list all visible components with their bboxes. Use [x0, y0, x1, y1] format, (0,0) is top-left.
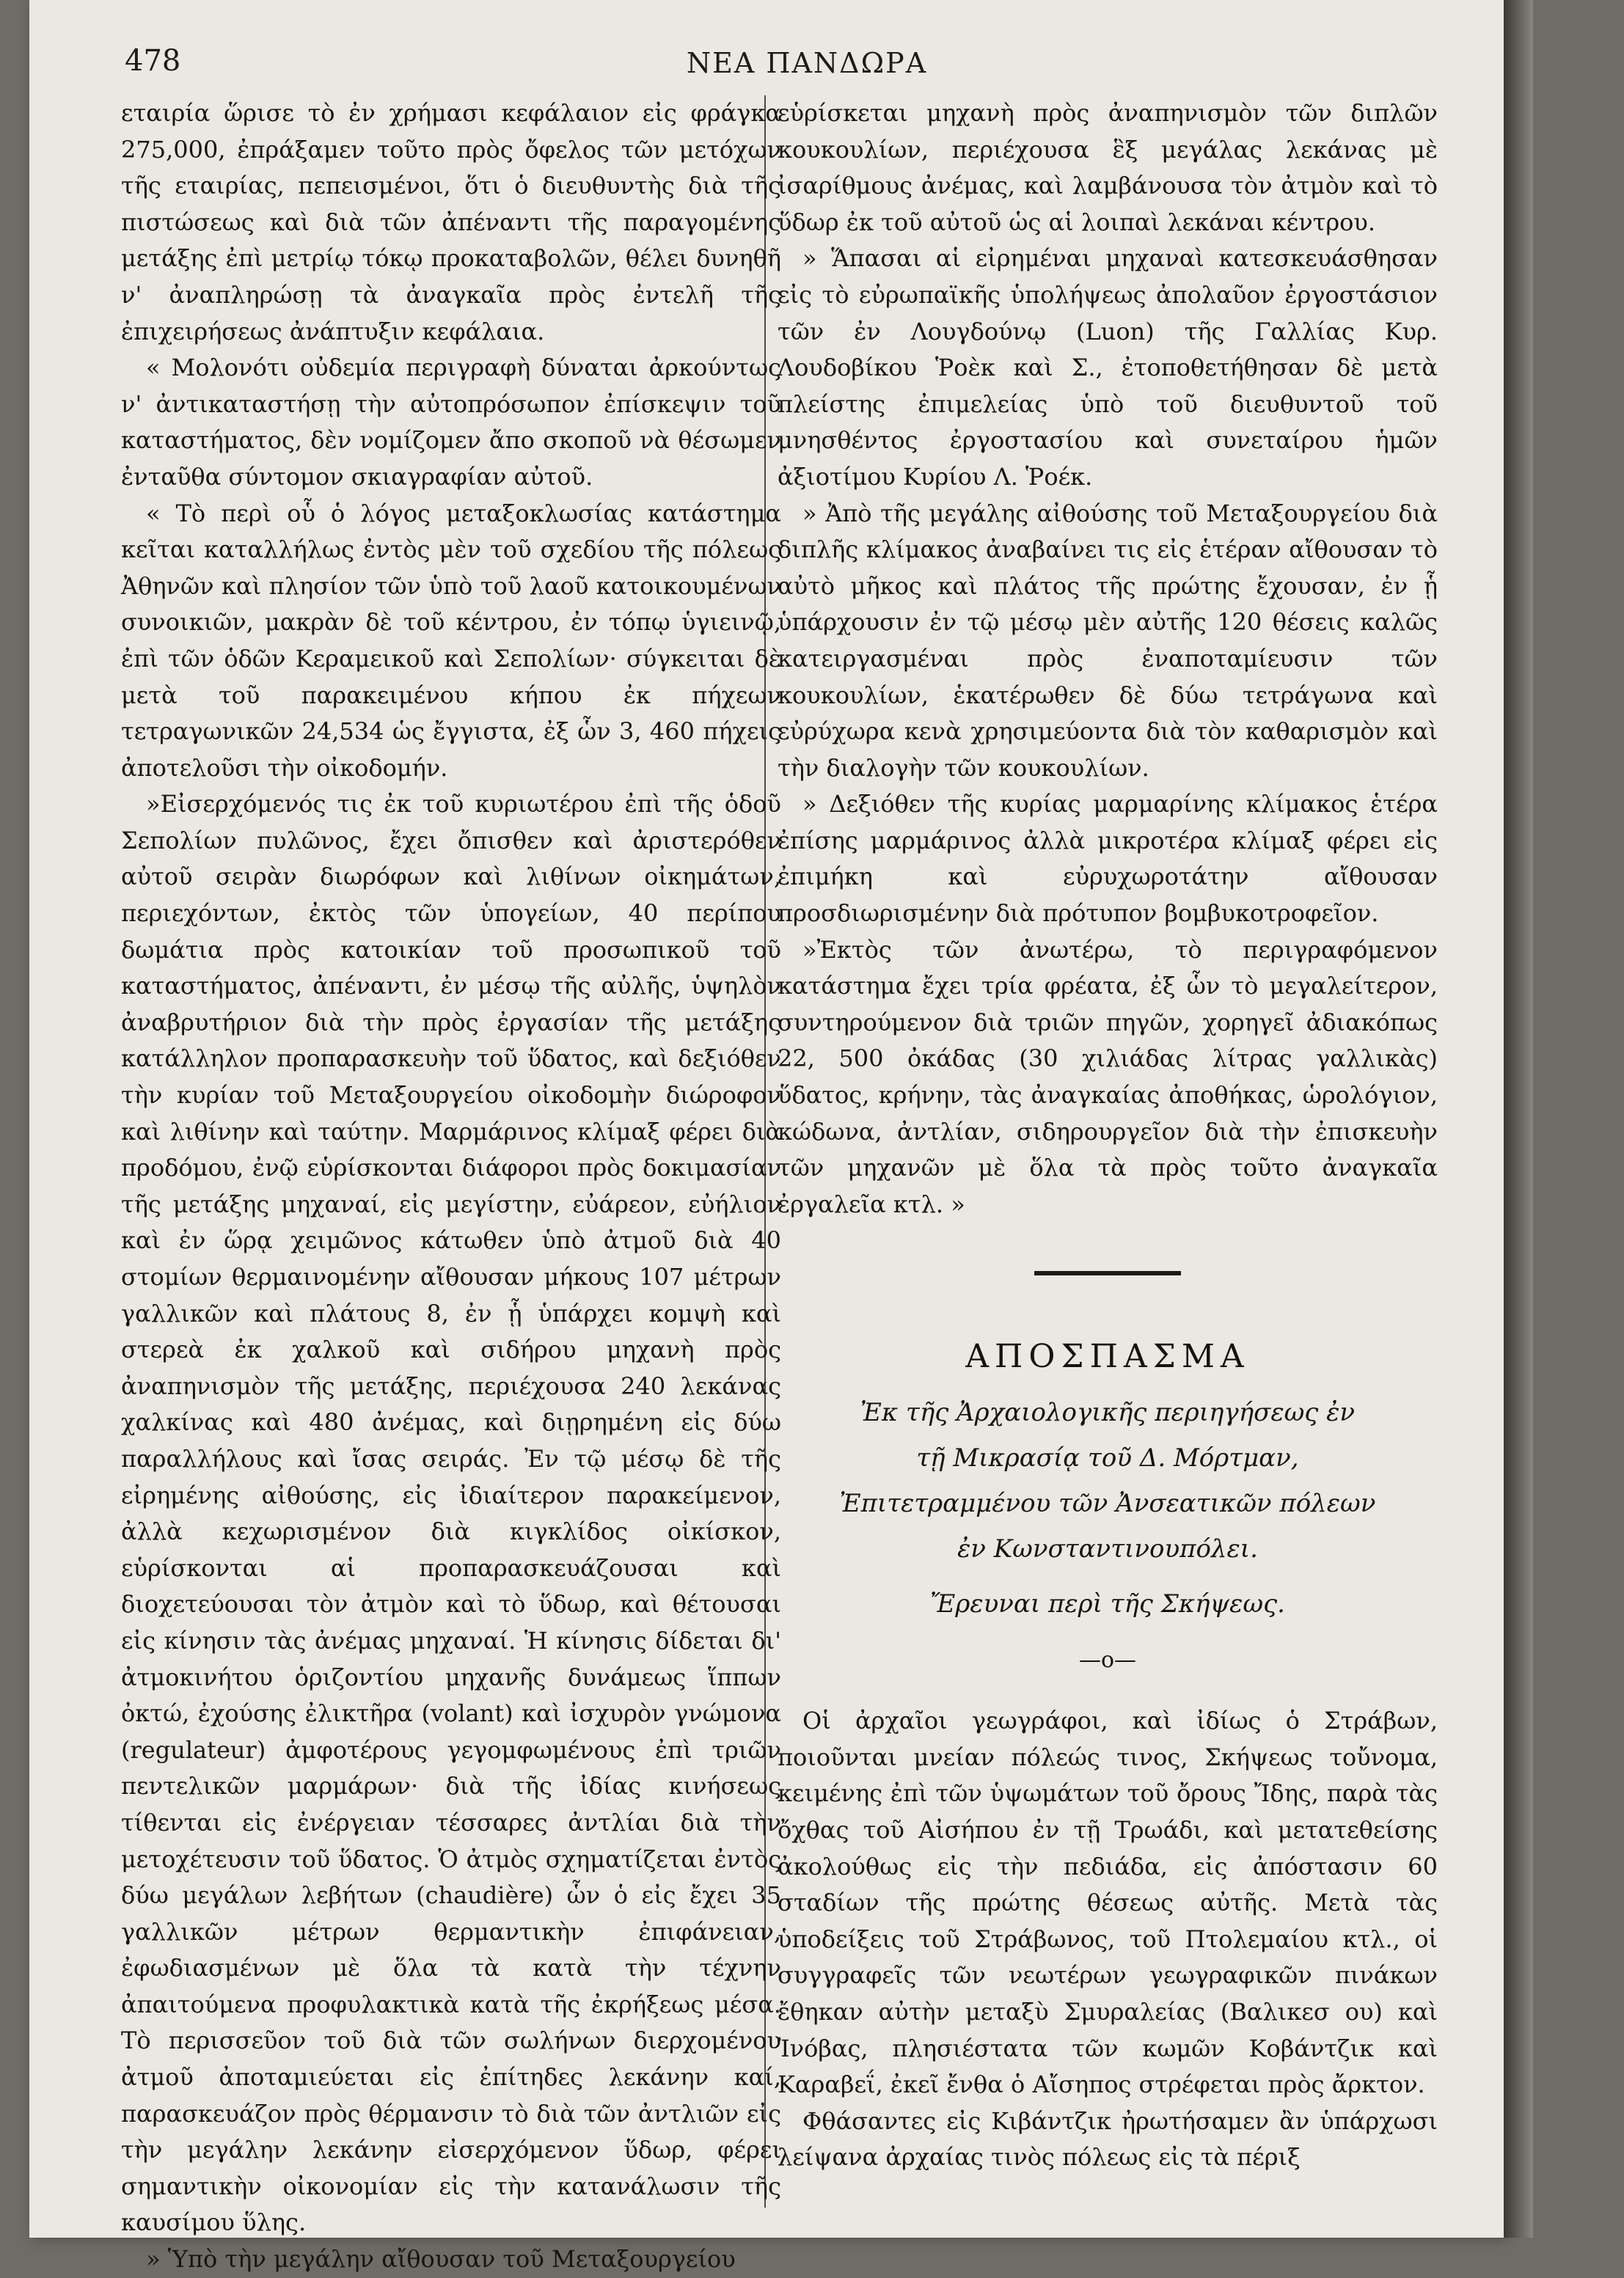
- left-paragraph-1: εταιρία ὥρισε τὸ ἐν χρήμασι κεφάλαιον εἰς φράγκα 275,000, ἐπράξαμεν τοῦτο πρὸς ὄφελος τῶν μετόχων τῆς εταιρίας, πεπεισμένοι, ὅτι ὁ διευθυντὴς διὰ τῆς πιστώσεως καὶ διὰ τῶν ἀπέναντι τῆς παραγομένης μετάξης ἐπὶ μετρίῳ τόκῳ προκαταβολῶν, θέλει δυνηθῆ ν' ἀναπληρώσῃ τὰ ἀναγκαῖα πρὸς ἐντελῆ τῆς ἐπιχειρήσεως ἀνάπτυξιν κεφάλαια.: [121, 99, 781, 345]
- left-paragraph-4: »Εἰσερχόμενός τις ἐκ τοῦ κυριωτέρου ἐπὶ τῆς ὁδοῦ Σεπολίων πυλῶνος, ἔχει ὄπισθεν καὶ ἀριστερόθεν αὐτοῦ σειρὰν διωρόφων καὶ λιθίνων οἰκημάτων, περιεχόντων, ἐκτὸς τῶν ὑπογείων, 40 περίπου δωμάτια πρὸς κατοικίαν τοῦ προσωπικοῦ τοῦ καταστήματος, ἀπέναντι, ἐν μέσῳ τῆς αὐλῆς, ὑψηλὸν ἀναβρυτήριον διὰ τὴν πρὸς ἐργασίαν τῆς μετάξης κατάλληλον προπαρασκευὴν τοῦ ὕδατος, καὶ δεξιόθεν τὴν κυρίαν τοῦ Μεταξουργείου οἰκοδομὴν διώροφον καὶ λιθίνην καὶ ταύτην. Μαρμάρινος κλίμαξ φέρει διὰ προδόμου, ἐνῷ εὑρίσκονται διάφοροι πρὸς δοκιμασίαν τῆς μετάξης μηχαναί, εἰς μεγίστην, εὐάρεον, εὐήλιον καὶ ἐν ὥρᾳ χειμῶνος κάτωθεν ὑπὸ ἀτμοῦ διὰ 40 στομίων θερμαινομένην αἴθουσαν μήκους 107 μέτρων γαλλικῶν καὶ πλάτους 8, ἐν ᾗ ὑπάρχει κομψὴ καὶ στερεὰ ἐκ χαλκοῦ καὶ σιδήρου μηχανὴ πρὸς ἀναπηνισμὸν τῆς μετάξης, περιέχουσα 240 λεκάνας χαλκίνας καὶ 480 ἀνέμας, καὶ διῃρημένη εἰς δύω παραλλήλους καὶ ἴσας σειράς. Ἐν τῷ μέσῳ δὲ τῆς εἰρημένης αἰθούσης, εἰς ἰδιαίτερον παρακείμενον, ἀλλὰ κεχωρισμένον διὰ κιγκλίδος οἰκίσκον, εὑρίσκονται αἱ προπαρασκευάζουσαι καὶ διοχετεύουσαι τὸν ἀτμὸν καὶ τὸ ὕδωρ, καὶ θέτουσαι εἰς κίνησιν τὰς ἀνέμας μηχαναί. Ἡ κίνησις δίδεται δι' ἀτμοκινήτου ὁριζοντίου μηχανῆς δυνάμεως ἵππων ὀκτώ, ἐχούσης ἐλικτῆρα (volant) καὶ ἰσχυρὸν γνώμονα (regulateur) ἀμφοτέρους γεγομφωμένους ἐπὶ τριῶν πεντελικῶν μαρμάρων· διὰ τῆς ἰδίας κινήσεως τίθενται εἰς ἐνέργειαν τέσσαρες ἀντλίαι διὰ τὴν μετοχέτευσιν τοῦ ὕδατος. Ὁ ἀτμὸς σχηματίζεται ἐντὸς δύω μεγάλων λεβήτων (chaudière) ὧν ὁ εἰς ἔχει 35 γαλλικῶν μέτρων θερμαντικὴν ἐπιφάνειαν, ἐφωδιασμένων μὲ ὅλα τὰ κατὰ τὴν τέχνην ἀπαιτούμενα προφυλακτικὰ κατὰ τῆς ἐκρήξεως μέσα. Τὸ περισσεῦον τοῦ διὰ τῶν σωλήνων διερχομένου ἀτμοῦ ἀποταμιεύεται εἰς ἐπίτηδες λεκάνην καί, παρασκευάζον πρὸς θέρμανσιν τὸ διὰ τῶν ἀντλιῶν εἰς τὴν μεγάλην λεκάνην εἰσερχόμενον ὕδωρ, φέρει σημαντικὴν οἰκονομίαν εἰς τὴν κατανάλωσιν τῆς καυσίμου ὕλης.: [121, 790, 781, 2237]
- left-paragraph-3: « Τὸ περὶ οὗ ὁ λόγος μεταξοκλωσίας κατάστημα κεῖται καταλλήλως ἐντὸς μὲν τοῦ σχεδίου τῆς πόλεως Ἀθηνῶν καὶ πλησίον τῶν ὑπὸ τοῦ λαοῦ κατοικουμένων συνοικιῶν, μακρὰν δὲ τοῦ κέντρου, ἐν τόπῳ ὑγιεινῷ, ἐπὶ τῶν ὁδῶν Κεραμεικοῦ καὶ Σεπολίων· σύγκειται δὲ μετὰ τοῦ παρακειμένου κήπου ἐκ πήχεων τετραγωνικῶν 24,534 ὡς ἔγγιστα, ἐξ ὧν 3, 460 πήχεις ἀποτελοῦσι τὴν οἰκοδομήν.: [121, 499, 781, 782]
- left-paragraph-5: » Ὑπὸ τὴν μεγάλην αἴθουσαν τοῦ Μεταξουργείου: [146, 2245, 736, 2274]
- right-paragraph-4: » Δεξιόθεν τῆς κυρίας μαρμαρίνης κλίμακος ἑτέρα ἐπίσης μαρμάρινος ἀλλὰ μικροτέρα κλίμαξ φέρει εἰς ἐπιμήκη καὶ εὐρυχωροτάτην αἴθουσαν προσδιωρισμένην διὰ πρότυπον βομβυκοτροφεῖον.: [778, 790, 1438, 928]
- section-heading: Ἔρευναι περὶ τῆς Σκήψεως.: [930, 1589, 1285, 1619]
- subtitle-line-3: Ἐπιτετραμμένου τῶν Ἀνσεατικῶν πόλεων: [839, 1489, 1376, 1518]
- right-paragraph-5: »Ἐκτὸς τῶν ἀνωτέρω, τὸ περιγραφόμενον κατάστημα ἔχει τρία φρέατα, ἐξ ὧν τὸ μεγαλείτερον, συντηρούμενον διὰ τριῶν πηγῶν, χορηγεῖ ἀδιακόπως 22, 500 ὀκάδας (30 χιλιάδας λίτρας γαλλικὰς) ὕδατος, κρήνην, τὰς ἀναγκαίας ἀποθήκας, ὡρολόγιον, κώδωνα, ἀντλίαν, σιδηρουργεῖον διὰ τὴν ἐπισκευὴν τῶν μηχανῶν μὲ ὅλα τὰ πρὸς τοῦτο ἀναγκαῖα ἐργαλεῖα κτλ. »: [778, 935, 1438, 1218]
- subtitle-line-1: Ἐκ τῆς Ἀρχαιολογικῆς περιηγήσεως ἐν: [860, 1398, 1356, 1427]
- section-title: ΑΠΟΣΠΑΣΜΑ: [965, 1338, 1250, 1376]
- right-paragraph-3: » Ἀπὸ τῆς μεγάλης αἰθούσης τοῦ Μεταξουργείου διὰ διπλῆς κλίμακος ἀναβαίνει τις εἰς ἑτέραν αἴθουσαν τὸ αὐτὸ μῆκος καὶ πλάτος τῆς πρώτης ἔχουσαν, ἐν ᾗ ὑπάρχουσιν ἐν τῷ μέσῳ μὲν αὐτῆς 120 θέσεις καλῶς κατειργασμέναι πρὸς ἐναποταμίευσιν τῶν κουκουλίων, ἑκατέρωθεν δὲ δύω τετράγωνα καὶ εὐρύχωρα κενὰ χρησιμεύοντα διὰ τὸν καθαρισμὸν καὶ τὴν διαλογὴν τῶν κουκουλίων.: [778, 499, 1438, 782]
- running-title: ΝΕΑ ΠΑΝΔΩΡΑ: [686, 47, 928, 79]
- right-paragraph-1: εὑρίσκεται μηχανὴ πρὸς ἀναπηνισμὸν τῶν διπλῶν κουκουλίων, περιέχουσα ἓξ μεγάλας λεκάνας μὲ ἰσαρίθμους ἀνέμας, καὶ λαμβάνουσα τὸν ἀτμὸν καὶ τὸ ὕδωρ ἐκ τοῦ αὐτοῦ ὡς αἱ λοιπαὶ λεκάναι κέντρου.: [778, 99, 1438, 236]
- section-rule: [1034, 1271, 1181, 1275]
- left-column: [121, 95, 781, 2278]
- subtitle-line-2: τῇ Μικρασίᾳ τοῦ Δ. Μόρτμαν,: [916, 1443, 1299, 1473]
- right-paragraph-2: » Ἅπασαι αἱ εἰρημέναι μηχαναὶ κατεσκευάσθησαν εἰς τὸ εὐρωπαϊκῆς ὑπολήψεως ἀπολαῦον ἐργοστάσιον τῶν ἐν Λουγδούνῳ (Luon) τῆς Γαλλίας Κυρ. Λουδοβίκου Ῥοὲκ καὶ Σ., ἐτοποθετήθησαν δὲ μετὰ πλείστης ἐπιμελείας ὑπὸ τοῦ διευθυντοῦ τοῦ μνησθέντος ἐργοστασίου καὶ συνεταίρου ἡμῶν ἀξιοτίμου Κυρίου Λ. Ῥοέκ.: [778, 244, 1438, 491]
- small-rule: —o—: [1078, 1647, 1137, 1673]
- left-paragraph-2: « Μολονότι οὐδεμία περιγραφὴ δύναται ἀρκούντως ν' ἀντικαταστήσῃ τὴν αὐτοπρόσωπον ἐπίσκεψιν τοῦ καταστήματος, δὲν νομίζομεν ἄπο σκοποῦ νὰ θέσωμεν ἐνταῦθα σύντομον σκιαγραφίαν αὐτοῦ.: [121, 354, 781, 491]
- page-number: 478: [125, 44, 181, 78]
- article-paragraph-2: Φθάσαντες εἰς Κιβάντζικ ἠρωτήσαμεν ἂν ὑπάρχωσι λείψανα ἀρχαίας τινὸς πόλεως εἰς τὰ πέριξ: [778, 2106, 1438, 2172]
- right-column: [778, 95, 1438, 2176]
- book-gutter: [1504, 0, 1533, 2238]
- subtitle-line-4: ἐν Κωνσταντινουπόλει.: [957, 1534, 1258, 1564]
- article-paragraph-1: Οἱ ἀρχαῖοι γεωγράφοι, καὶ ἰδίως ὁ Στράβων, ποιοῦνται μνείαν πόλεώς τινος, Σκήψεως τοὔνομα, κειμένης ἐπὶ τῶν ὑψωμάτων τοῦ ὄρους Ἴδης, παρὰ τὰς ὄχθας τοῦ Αἰσήπου ἐν τῇ Τρωάδι, καὶ μετατεθείσης ἀκολούθως εἰς τὴν πεδιάδα, εἰς ἀπόστασιν 60 σταδίων τῆς πρώτης θέσεως αὐτῆς. Μετὰ τὰς ὑποδείξεις τοῦ Στράβωνος, τοῦ Πτολεμαίου κτλ., οἱ συγγραφεῖς τῶν νεωτέρων γεωγραφικῶν πινάκων ἔθηκαν αὐτὴν μεταξὺ Σμυραλείας (Βαλικεσ ου) καὶ Ἰνόβας, πλησιέστατα τῶν κωμῶν Κοβάντζικ καὶ Καραβεΐ, ἐκεῖ ἔνθα ὁ Αἴσηπος στρέφεται πρὸς ἄρκτον.: [778, 1707, 1438, 2099]
